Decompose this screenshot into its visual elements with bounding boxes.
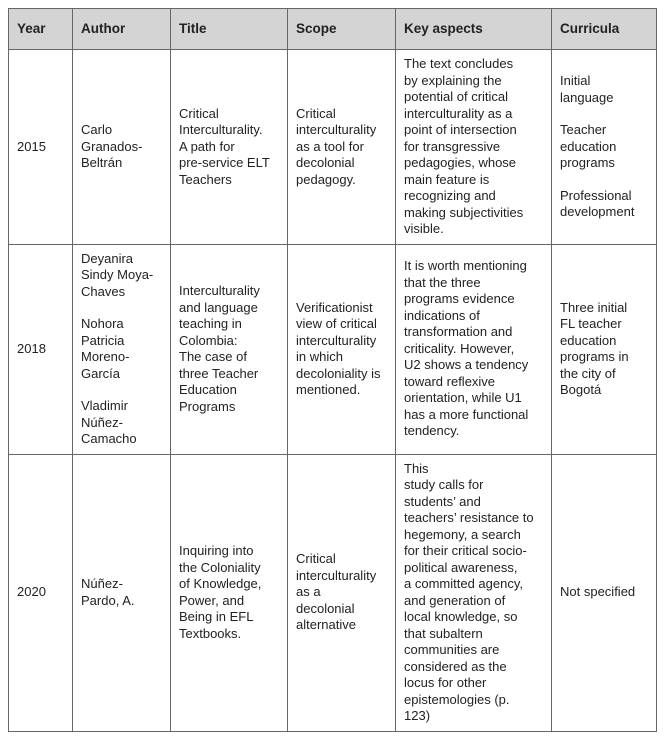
header-scope: Scope: [288, 9, 396, 50]
title-text: Critical Interculturality. A path for pre-service ELT Teachers: [179, 105, 270, 187]
cell-title: [171, 244, 288, 454]
table-row: [9, 244, 657, 454]
literature-review-table: [8, 8, 657, 732]
header-title: Title: [171, 9, 288, 50]
author-name: Carlo Granados- Beltrán: [81, 122, 143, 170]
header-author: Author: [73, 9, 171, 50]
curricula-item: Initial language: [560, 73, 614, 105]
author-name: Deyanira Sindy Moya- Chaves: [81, 250, 154, 299]
cell-key-aspects: [396, 454, 552, 731]
scope-text: Critical interculturality as a tool for decolonial pedagogy.: [296, 105, 377, 187]
cell-curricula: [552, 454, 657, 731]
title-text: Interculturality and language teaching in Colombia: The case of three Teacher Education Programs: [179, 283, 260, 414]
year-text: 2020: [17, 584, 46, 600]
scope-text: Verificationist view of critical interculturality in which decoloniality is mentioned.: [296, 299, 381, 397]
author-name: Vladimir Núñez- Camacho: [81, 398, 137, 446]
author-name: Nohora Patricia Moreno- García: [81, 316, 130, 381]
curricula-item: Professional development: [560, 187, 635, 219]
header-row: [9, 9, 657, 50]
cell-year: [9, 454, 73, 731]
cell-key-aspects: [396, 50, 552, 245]
cell-scope: [288, 454, 396, 731]
curricula-item: Three initial FL teacher education programs in the city of Bogotá: [560, 299, 629, 397]
cell-key-aspects: [396, 244, 552, 454]
title-text: Inquiring into the Coloniality of Knowledge, Power, and Being in EFL Textbooks.: [179, 543, 262, 641]
cell-year: [9, 50, 73, 245]
cell-curricula: [552, 244, 657, 454]
year-text: 2015: [17, 138, 46, 154]
curricula-item: Teacher education programs: [560, 122, 617, 170]
cell-title: [171, 50, 288, 245]
cell-scope: [288, 50, 396, 245]
key-aspects-text: This study calls for students’ and teachers’ resistance to hegemony, a search for their critical socio- political awareness, a committed agency, and generation of local knowledge, so that subaltern communities are considered as the locus for other epistemologies (p. 123): [404, 460, 534, 723]
cell-year: [9, 244, 73, 454]
table-row: [9, 454, 657, 731]
cell-title: [171, 454, 288, 731]
cell-author: [73, 244, 171, 454]
header-year: Year: [9, 9, 73, 50]
table-row: [9, 50, 657, 245]
header-curricula: Curricula: [552, 9, 657, 50]
cell-author: [73, 454, 171, 731]
author-name: Núñez- Pardo, A.: [81, 576, 135, 608]
scope-text: Critical interculturality as a decolonial alternative: [296, 551, 377, 633]
header-key-aspects: Key aspects: [396, 9, 552, 50]
year-text: 2018: [17, 340, 46, 356]
key-aspects-text: It is worth mentioning that the three programs evidence indications of transformation and criticality. However, U2 shows a tendency toward reflexive orientation, while U1 has a more functional tendency.: [404, 258, 529, 439]
cell-curricula: [552, 50, 657, 245]
curricula-item: Not specified: [560, 584, 636, 600]
key-aspects-text: The text concludes by explaining the potential of critical interculturality as a point of intersection for transgressive pedagogies, whose main feature is recognizing and making subjectivities visible.: [404, 56, 524, 236]
cell-author: [73, 50, 171, 245]
cell-scope: [288, 244, 396, 454]
